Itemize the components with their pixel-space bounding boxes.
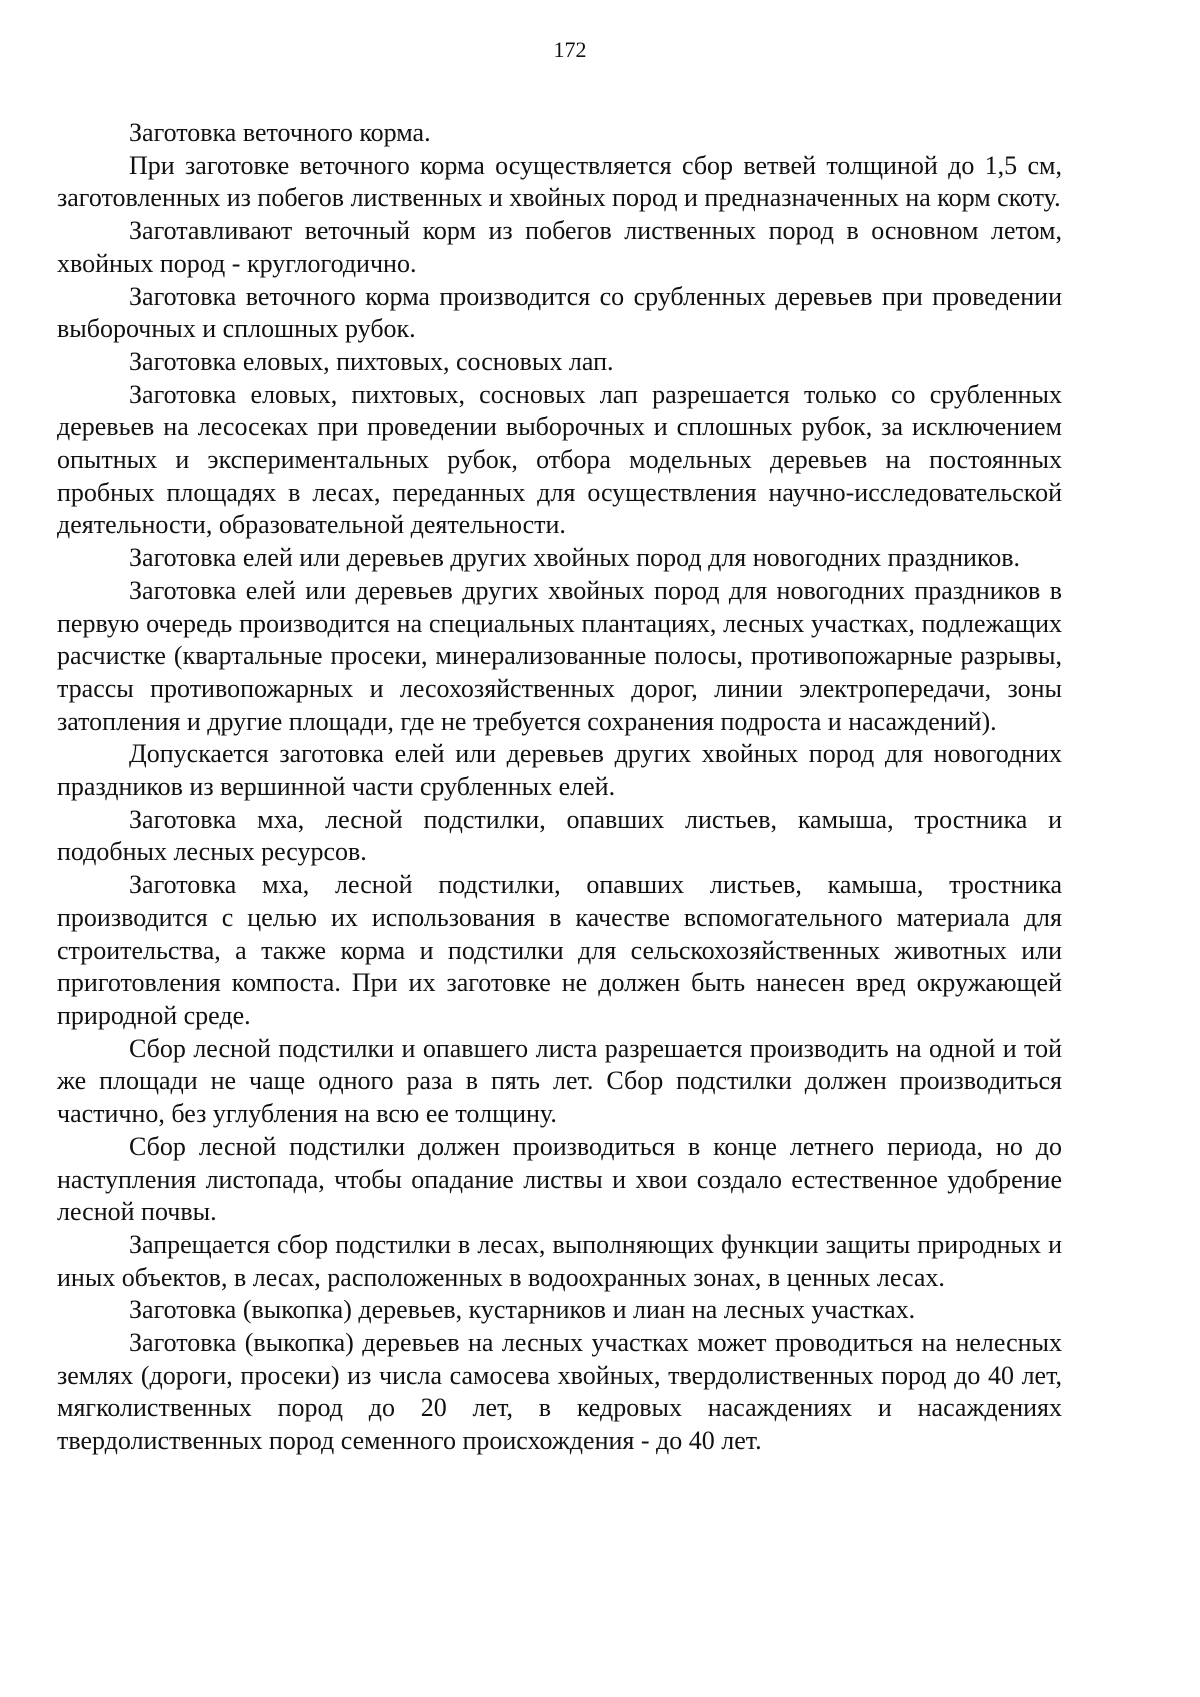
page-number: 172 [553,37,587,62]
paragraph: Заготовка еловых, пихтовых, сосновых лап разрешается только со срубленных деревьев на лесосеках при проведении выборочных и сплошных рубок, за исключением опытных и экспериментальных рубок, отбора модельных деревьев на постоянных пробных площадях в лесах, переданных для осуществления научно-исследовательской деятельности, образовательной деятельности. [57,379,1062,540]
paragraph: Сбор лесной подстилки должен производиться в конце летнего периода, но до наступления листопада, чтобы опадание листвы и хвои создало естественное удобрение лесной почвы. [57,1131,1062,1227]
section-heading: Заготовка елей или деревьев других хвойных пород для новогодних праздников. [129,543,1020,573]
paragraph: Заготовка веточного корма производится со срубленных деревьев при проведении выборочных и сплошных рубок. [57,281,1062,344]
section-heading: Заготовка (выкопка) деревьев, кустарников и лиан на лесных участках. [129,1295,916,1325]
paragraph: Сбор лесной подстилки и опавшего листа разрешается производить на одной и той же площади не чаще одного раза в пять лет. Сбор подстилки должен производиться частично, без углубления на всю ее толщину. [57,1033,1062,1129]
paragraph: Заготовка (выкопка) деревьев на лесных участках может проводиться на нелесных землях (дороги, просеки) из числа самосева хвойных, твердолиственных пород до 40 лет, мягколиственных пород до 20 лет, в кедровых насаждениях и насаждениях твердолиственных пород семенного происхождения - до 40 лет. [57,1328,1062,1456]
section-heading: Заготовка еловых, пихтовых, сосновых лап. [129,346,614,376]
paragraph: Заготовка елей или деревьев других хвойных пород для новогодних праздников в первую очередь производится на специальных плантациях, лесных участках, подлежащих расчистке (квартальные просеки, минерализованные полосы, противопожарные разрывы, трассы противопожарных и лесохозяйственных дорог, линии электропередачи, зоны затопления и другие площади, где не требуется сохранения подроста и насаждений). [57,575,1062,736]
paragraph: Заготавливают веточный корм из побегов лиственных пород в основном летом, хвойных пород - круглогодично. [57,216,1062,278]
section-heading: Заготовка мха, лесной подстилки, опавших листьев, камыша, тростника и подобных лесных ресурсов. [57,804,1062,867]
paragraph: Допускается заготовка елей или деревьев других хвойных пород для новогодних праздников из вершинной части срубленных елей. [57,739,1062,802]
document-body [57,117,1062,1458]
paragraph: При заготовке веточного корма осуществляется сбор ветвей толщиной до 1,5 см, заготовленных из побегов лиственных и хвойных пород и предназначенных на корм скоту. [57,150,1062,213]
section-heading: Заготовка веточного корма. [129,118,431,147]
paragraph: Запрещается сбор подстилки в лесах, выполняющих функции защиты природных и иных объектов, в лесах, расположенных в водоохранных зонах, в ценных лесах. [57,1229,1062,1292]
paragraph: Заготовка мха, лесной подстилки, опавших листьев, камыша, тростника производится с целью их использования в качестве вспомогательного материала для строительства, а также корма и подстилки для сельскохозяйственных животных или приготовления компоста. При их заготовке не должен быть нанесен вред окружающей природной среде. [57,870,1062,1030]
